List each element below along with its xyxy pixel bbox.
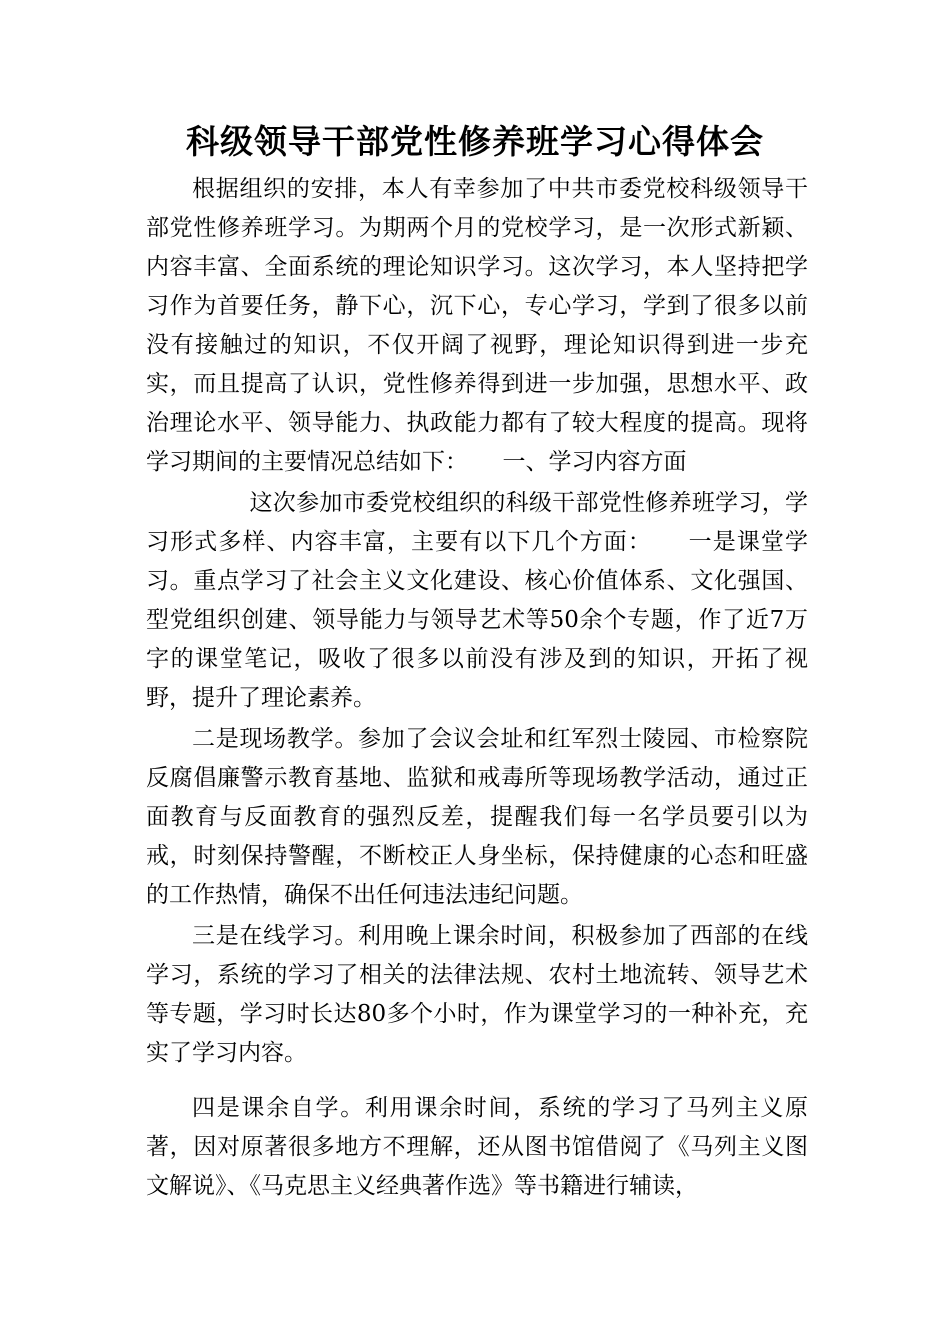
- paragraph-intro: 根据组织的安排，本人有幸参加了中共市委党校科级领导干部党性修养班学习。为期两个月的党校学习，是一次形式新颖、内容丰富、全面系统的理论知识学习。这次学习，本人坚持把学习作为首要任务，静下心，沉下心，专心学习，学到了很多以前没有接触过的知识，不仅开阔了视野，理论知识得到进一步充实，而且提高了认识，党性修养得到进一步加强，思想水平、政治理论水平、领导能力、执政能力都有了较大程度的提高。现将学习期间的主要情况总结如下： 一、学习内容方面: [146, 176, 808, 475]
- document-body: [146, 170, 808, 1206]
- paragraph-content-overview: 这次参加市委党校组织的科级干部党性修养班学习，学习形式多样、内容丰富，主要有以下几个方面： 一是课堂学习。重点学习了社会主义文化建设、核心价值体系、文化强国、型党组织创建、领导能力与领导艺术等50余个专题，作了近7万字的课堂笔记，吸收了很多以前没有涉及到的知识，开拓了视野，提升了理论素养。: [146, 490, 808, 711]
- document-title: 科级领导干部党性修养班学习心得体会: [186, 122, 764, 161]
- paragraph-self-study: 四是课余自学。利用课余时间，系统的学习了马列主义原著，因对原著很多地方不理解，还从图书馆借阅了《马列主义图文解说》、《马克思主义经典著作选》等书籍进行辅读，: [146, 1095, 808, 1199]
- paragraph-online-learning: 三是在线学习。利用晚上课余时间，积极参加了西部的在线学习，系统的学习了相关的法律法规、农村土地流转、领导艺术等专题，学习时长达80多个小时，作为课堂学习的一种补充，充实了学习内容。: [146, 923, 808, 1066]
- paragraph-field-teaching: 二是现场教学。参加了会议会址和红军烈士陵园、市检察院反腐倡廉警示教育基地、监狱和戒毒所等现场教学活动，通过正面教育与反面教育的强烈反差，提醒我们每一名学员要引以为戒，时刻保持警醒，不断校正人身坐标，保持健康的心态和旺盛的工作热情，确保不出任何违法违纪问题。: [146, 726, 808, 908]
